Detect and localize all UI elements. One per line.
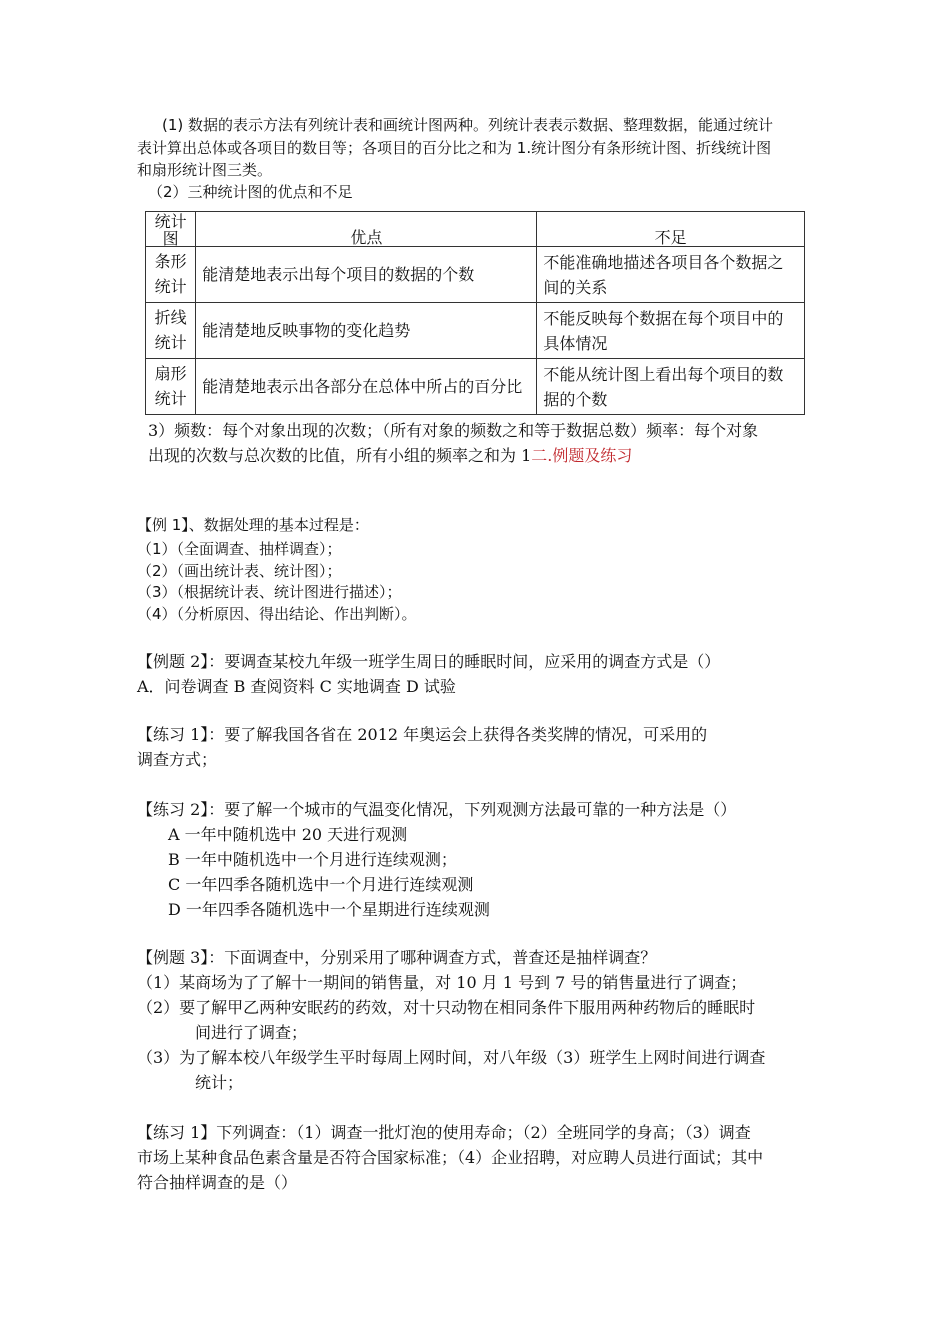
intro-line-3: 和扇形统计图三类。 bbox=[137, 161, 273, 179]
intro-line-1: (1) 数据的表示方法有列统计表和画统计图两种。列统计表表示数据、整理数据，能通过统计 bbox=[162, 116, 774, 134]
practice-3-line-3: 符合抽样调查的是（） bbox=[137, 1173, 298, 1192]
example-3-question: 【例题 3】：下面调查中，分别采用了哪种调查方式，普查还是抽样调查？ bbox=[137, 948, 657, 967]
intro-line-2: 表计算出总体或各项目的数目等；各项目的百分比之和为 1.统计图分有条形统计图、折线统计图 bbox=[137, 139, 772, 157]
example-1-item: （2）（画出统计表、统计图）； bbox=[137, 562, 342, 580]
practice-2-option: A 一年中随机选中 20 天进行观测 bbox=[168, 825, 408, 844]
row-pros: 能清楚地反映事物的变化趋势 bbox=[196, 303, 537, 359]
example-3-item: （2）要了解甲乙两种安眠药的药效，对十只动物在相同条件下服用两种药物后的睡眠时 bbox=[137, 998, 756, 1017]
practice-3-line-2: 市场上某种食品色素含量是否符合国家标准；（4）企业招聘，对应聘人员进行面试；其中 bbox=[137, 1148, 764, 1167]
row-pros: 能清楚地表示出每个项目的数据的个数 bbox=[196, 247, 537, 303]
table-row bbox=[146, 303, 805, 359]
practice-1-line-1: 【练习 1】：要了解我国各省在 2012 年奥运会上获得各类奖牌的情况，可采用的 bbox=[137, 725, 708, 744]
example-2-question: 【例题 2】：要调查某校九年级一班学生周日的睡眠时间，应采用的调查方式是（） bbox=[137, 652, 721, 671]
table-header-row bbox=[146, 212, 805, 247]
example-3-item-continued: 间进行了调查； bbox=[195, 1023, 308, 1042]
example-3-item: （3）为了解本校八年级学生平时每周上网时间，对八年级（3）班学生上网时间进行调查 bbox=[137, 1048, 766, 1067]
frequency-line-1: 3）频数：每个对象出现的次数；（所有对象的频数之和等于数据总数）频率：每个对象 bbox=[148, 421, 759, 440]
example-2-options: A．问卷调查 B 查阅资料 C 实地调查 D 试验 bbox=[137, 677, 456, 696]
row-chart-type: 条形统计 bbox=[146, 247, 196, 303]
practice-2-option: B 一年中随机选中一个月进行连续观测； bbox=[168, 850, 457, 869]
example-1-title: 【例 1】、数据处理的基本过程是： bbox=[137, 516, 369, 534]
example-1-item: （1）（全面调查、抽样调查）； bbox=[137, 540, 342, 558]
example-1-item: （4）（分析原因、得出结论、作出判断）。 bbox=[137, 605, 417, 623]
practice-3-line-1: 【练习 1】下列调查：（1）调查一批灯泡的使用寿命；（2）全班同学的身高；（3）调查 bbox=[137, 1123, 751, 1142]
intro-subheading: （2）三种统计图的优点和不足 bbox=[148, 183, 353, 201]
header-pros: 优点 bbox=[196, 212, 537, 247]
example-3-item: （1）某商场为了了解十一期间的销售量，对 10 月 1 号到 7 号的销售量进行了调查； bbox=[137, 973, 747, 992]
table-row bbox=[146, 359, 805, 415]
practice-2-question: 【练习 2】：要了解一个城市的气温变化情况，下列观测方法最可靠的一种方法是（） bbox=[137, 800, 737, 819]
row-cons: 不能准确地描述各项目各个数据之间的关系 bbox=[537, 247, 805, 303]
practice-2-option: C 一年四季各随机选中一个月进行连续观测 bbox=[168, 875, 474, 894]
example-3-item-continued: 统计； bbox=[195, 1073, 244, 1092]
table-row bbox=[146, 247, 805, 303]
chart-comparison-table bbox=[145, 211, 805, 415]
practice-1-line-2: 调查方式； bbox=[137, 750, 218, 769]
section-title: 二.例题及练习 bbox=[531, 446, 633, 465]
row-chart-type: 扇形统计 bbox=[146, 359, 196, 415]
row-cons: 不能反映每个数据在每个项目中的具体情况 bbox=[537, 303, 805, 359]
header-cons: 不足 bbox=[537, 212, 805, 247]
row-pros: 能清楚地表示出各部分在总体中所占的百分比 bbox=[196, 359, 537, 415]
frequency-text: 出现的次数与总次数的比值，所有小组的频率之和为 1 bbox=[148, 446, 532, 465]
frequency-line-2 bbox=[148, 448, 632, 464]
row-chart-type: 折线统计 bbox=[146, 303, 196, 359]
example-1-item: （3）（根据统计表、统计图进行描述）； bbox=[137, 583, 402, 601]
row-cons: 不能从统计图上看出每个项目的数据的个数 bbox=[537, 359, 805, 415]
practice-2-option: D 一年四季各随机选中一个星期进行连续观测 bbox=[168, 900, 490, 919]
header-chart-type: 统计图 bbox=[146, 212, 196, 247]
